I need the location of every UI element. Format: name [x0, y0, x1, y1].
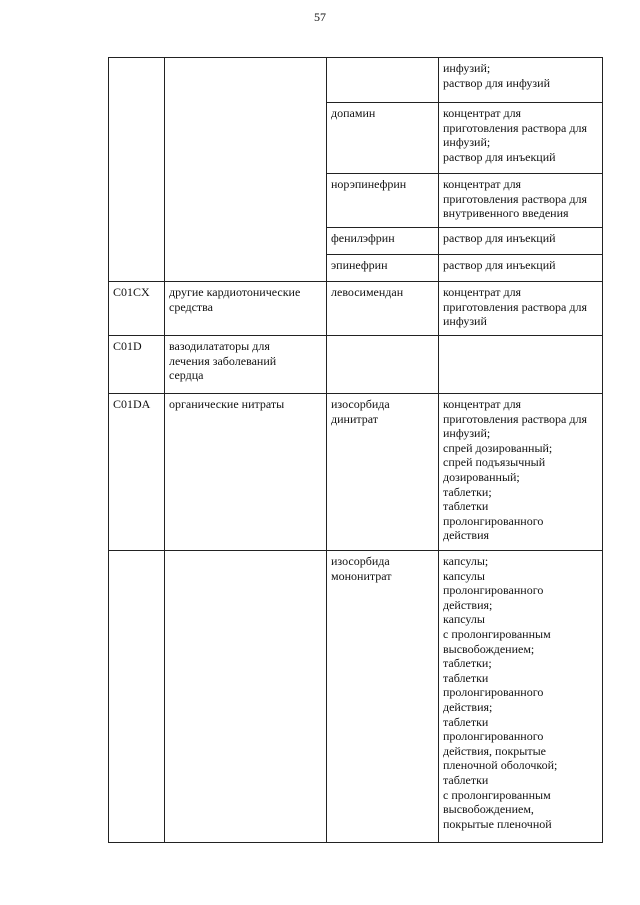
group-name-cell: [165, 551, 327, 843]
atc-code-cell: C01CX: [109, 282, 165, 336]
drug-name-cell: изосорбида динитрат: [327, 394, 439, 551]
drug-name-cell: левосимендан: [327, 282, 439, 336]
drug-name-cell: изосорбида мононитрат: [327, 551, 439, 843]
table-row: [109, 58, 603, 103]
dosage-form-cell: капсулы; капсулы пролонгированного действия; капсулы с пролонгированным высвобождением; таблетки; таблетки пролонгированного действия; таблетки пролонгированного действия, покрытые пленочной оболочкой; таблетки с пролонгированным высвобождением, покрытые пленочной: [439, 551, 603, 843]
group-name-cell: другие кардиотонические средства: [165, 282, 327, 336]
group-name-cell: вазодилататоры для лечения заболеваний сердца: [165, 336, 327, 394]
dosage-form-cell: раствор для инъекций: [439, 228, 603, 255]
drug-name-cell: эпинефрин: [327, 255, 439, 282]
drug-name-cell: норэпинефрин: [327, 174, 439, 228]
drug-table: [108, 57, 603, 843]
atc-code-cell: C01D: [109, 336, 165, 394]
dosage-form-cell: концентрат для приготовления раствора для инфузий; раствор для инъекций: [439, 103, 603, 174]
dosage-form-cell: инфузий; раствор для инфузий: [439, 58, 603, 103]
drug-name-cell: фенилэфрин: [327, 228, 439, 255]
atc-code-cell: [109, 58, 165, 282]
drug-name-cell: допамин: [327, 103, 439, 174]
dosage-form-cell: концентрат для приготовления раствора для внутривенного введения: [439, 174, 603, 228]
page-number: 57: [314, 10, 326, 24]
drug-name-cell: [327, 336, 439, 394]
table-row: [109, 394, 603, 551]
group-name-cell: органические нитраты: [165, 394, 327, 551]
table-row: [109, 336, 603, 394]
atc-code-cell: C01DA: [109, 394, 165, 551]
table-row: [109, 282, 603, 336]
dosage-form-cell: концентрат для приготовления раствора для инфузий; спрей дозированный; спрей подъязычный дозированный; таблетки; таблетки пролонгированного действия: [439, 394, 603, 551]
dosage-form-cell: концентрат для приготовления раствора для инфузий: [439, 282, 603, 336]
drug-name-cell: [327, 58, 439, 103]
group-name-cell: [165, 58, 327, 282]
atc-code-cell: [109, 551, 165, 843]
dosage-form-cell: [439, 336, 603, 394]
table-row: [109, 551, 603, 843]
dosage-form-cell: раствор для инъекций: [439, 255, 603, 282]
